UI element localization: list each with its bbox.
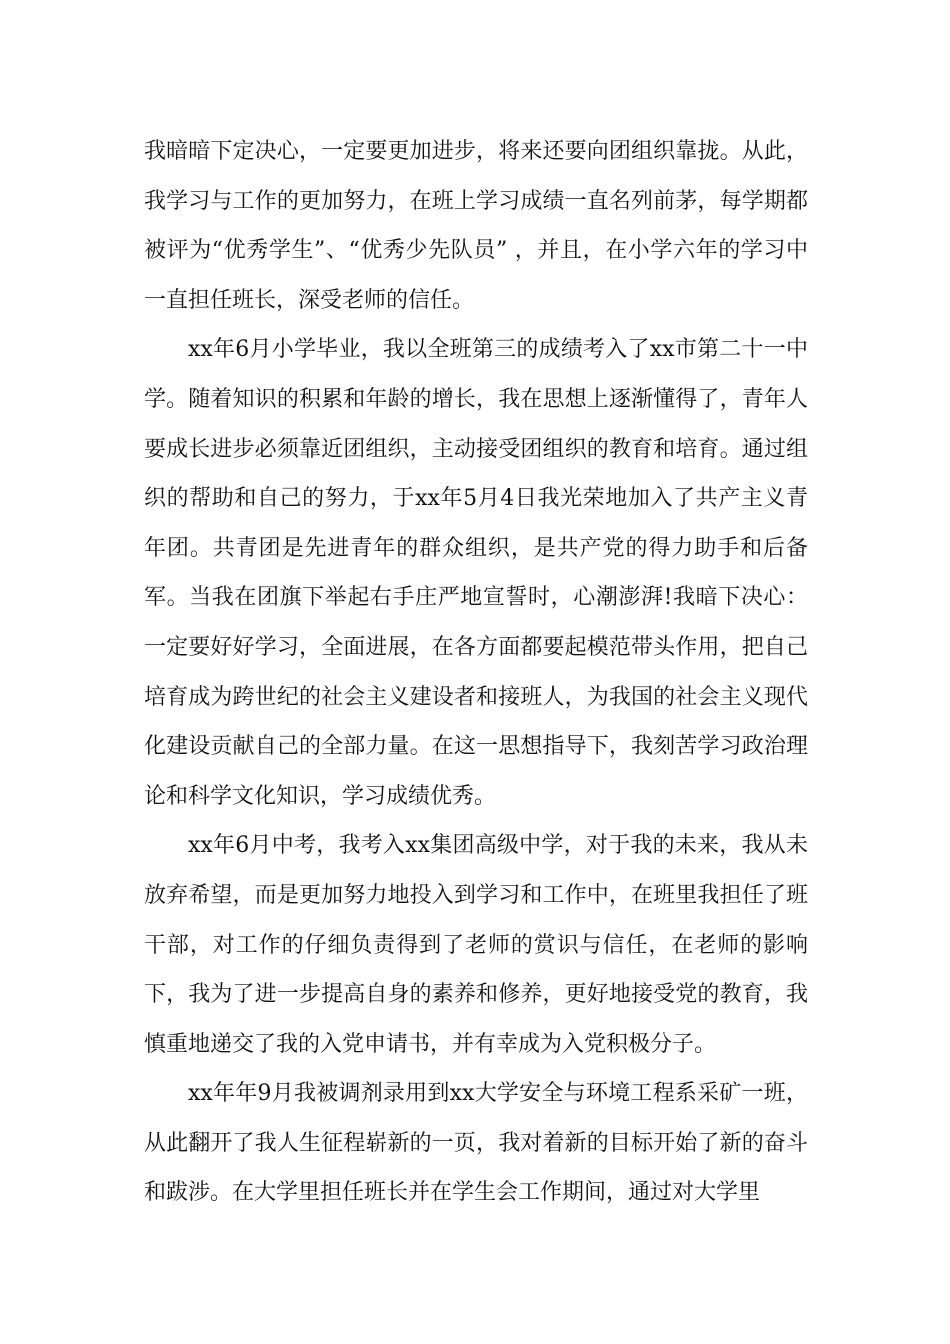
paragraph-2: xx年6月小学毕业，我以全班第三的成绩考入了xx市第二十一中学。随着知识的积累和年龄的增长，我在思想上逐渐懂得了，青年人要成长进步必须靠近团组织，主动接受团组织的教育和培育。通过组织的帮助和自己的努力，于xx年5月4日我光荣地加入了共产主义青年团。共青团是先进青年的群众组织，是共产党的得力助手和后备军。当我在团旗下举起右手庄严地宣誓时，心潮澎湃!我暗下决心：一定要好好学习，全面进展，在各方面都要起模范带头作用，把自己培育成为跨世纪的社会主义建设者和接班人，为我国的社会主义现代化建设贡献自己的全部力量。在这一思想指导下，我刻苦学习政治理论和科学文化知识，学习成绩优秀。 <box>144 337 808 809</box>
paragraph-3: xx年6月中考，我考入xx集团高级中学，对于我的未来，我从未放弃希望，而是更加努力地投入到学习和工作中，在班里我担任了班干部，对工作的仔细负责得到了老师的赏识与信任，在老师的影响下，我为了进一步提高自身的素养和修养，更好地接受党的教育，我慎重地递交了我的入党申请书，并有幸成为入党积极分子。 <box>144 833 808 1057</box>
paragraph-1: 我暗暗下定决心，一定要更加进步，将来还要向团组织靠拢。从此，我学习与工作的更加努力，在班上学习成绩一直名列前茅，每学期都被评为“优秀学生”、“优秀少先队员” ，并且，在小学六年的学习中一直担任班长，深受老师的信任。 <box>144 139 808 313</box>
document-body <box>144 127 808 1218</box>
paragraph-4: xx年年9月我被调剂录用到xx大学安全与环境工程系采矿一班，从此翻开了我人生征程崭新的一页，我对着新的目标开始了新的奋斗和跋涉。在大学里担任班长并在学生会工作期间，通过对大学里 <box>144 1081 808 1206</box>
